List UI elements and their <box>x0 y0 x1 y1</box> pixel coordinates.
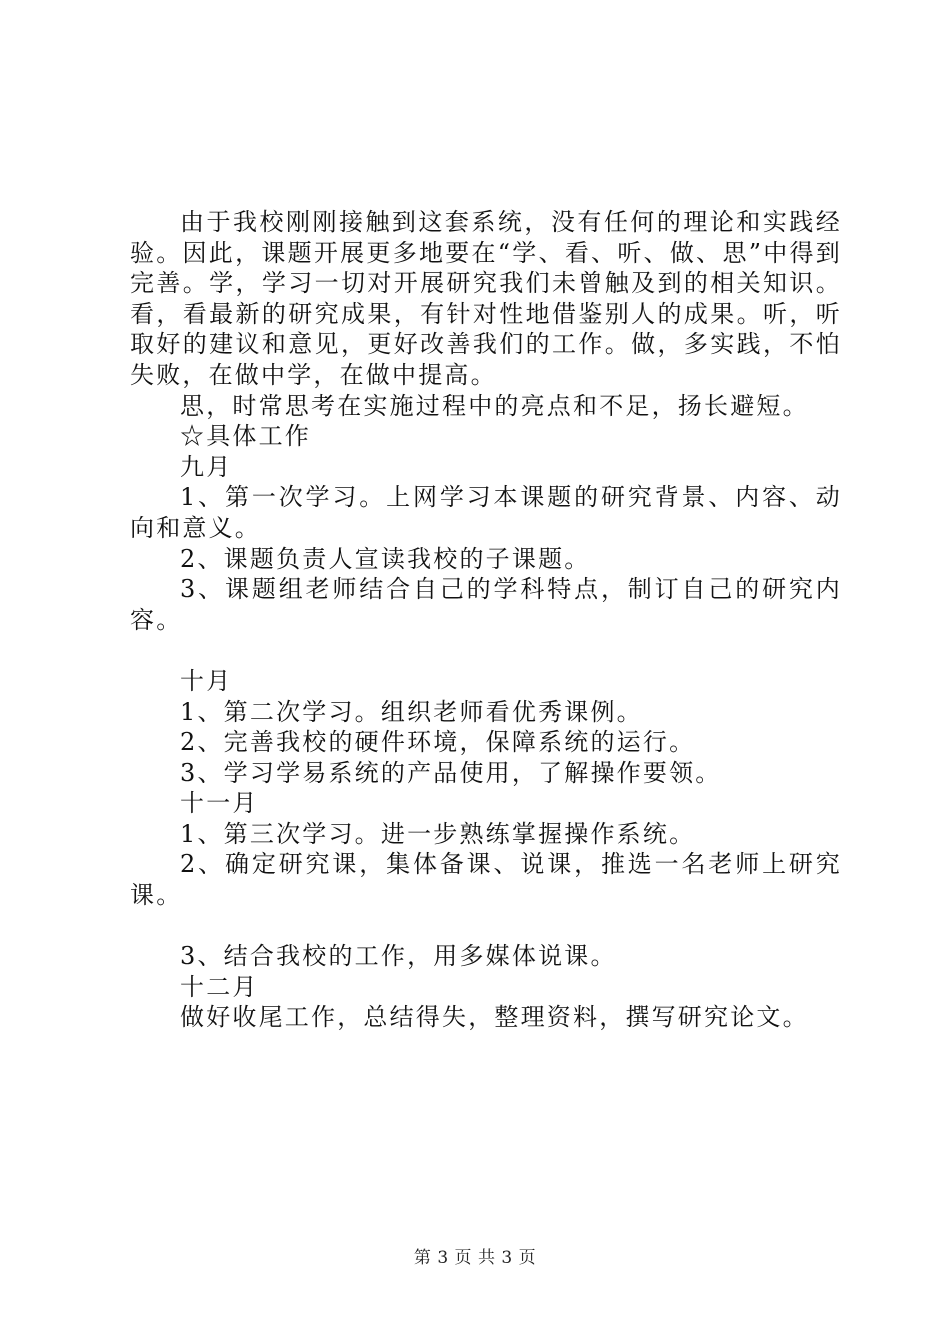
month-heading-september: 九月 <box>180 452 233 481</box>
list-item: 3、学习学易系统的产品使用，了解操作要领。 <box>180 758 722 787</box>
list-item: 2、确定研究课，集体备课、说课，推选一名老师上研究课。 <box>130 850 842 910</box>
list-item: 2、完善我校的硬件环境，保障系统的运行。 <box>180 728 696 757</box>
reflection-paragraph: 思，时常思考在实施过程中的亮点和不足，扬长避短。 <box>180 391 809 420</box>
section-heading: ☆具体工作 <box>180 422 311 451</box>
list-item: 1、第二次学习。组织老师看优秀课例。 <box>180 697 643 726</box>
intro-paragraph: 由于我校刚刚接触到这套系统，没有任何的理论和实践经验。因此，课题开展更多地要在“学、看、听、做、思”中得到完善。学，学习一切对开展研究我们未曾触及到的相关知识。看，看最新的研究成果，有针对性地借鉴别人的成果。听，听取好的建议和意见，更好改善我们的工作。做，多实践，不怕失败，在做中学，在做中提高。 <box>130 208 842 389</box>
month-heading-november: 十一月 <box>180 789 259 818</box>
blank-line <box>130 635 842 666</box>
month-heading-december: 十二月 <box>180 972 259 1001</box>
list-item: 3、结合我校的工作，用多媒体说课。 <box>180 942 617 971</box>
blank-line <box>130 911 842 942</box>
list-item: 1、第一次学习。上网学习本课题的研究背景、内容、动向和意义。 <box>130 483 842 542</box>
page-number-footer: 第 3 页 共 3 页 <box>413 1248 537 1268</box>
list-item: 1、第三次学习。进一步熟练掌握操作系统。 <box>180 819 696 848</box>
list-item: 2、课题负责人宣读我校的子课题。 <box>180 544 591 573</box>
list-item: 3、课题组老师结合自己的学科特点，制订自己的研究内容。 <box>130 575 842 634</box>
document-body <box>130 207 842 1033</box>
list-item: 做好收尾工作，总结得失，整理资料，撰写研究论文。 <box>180 1003 809 1032</box>
month-heading-october: 十月 <box>180 666 233 695</box>
